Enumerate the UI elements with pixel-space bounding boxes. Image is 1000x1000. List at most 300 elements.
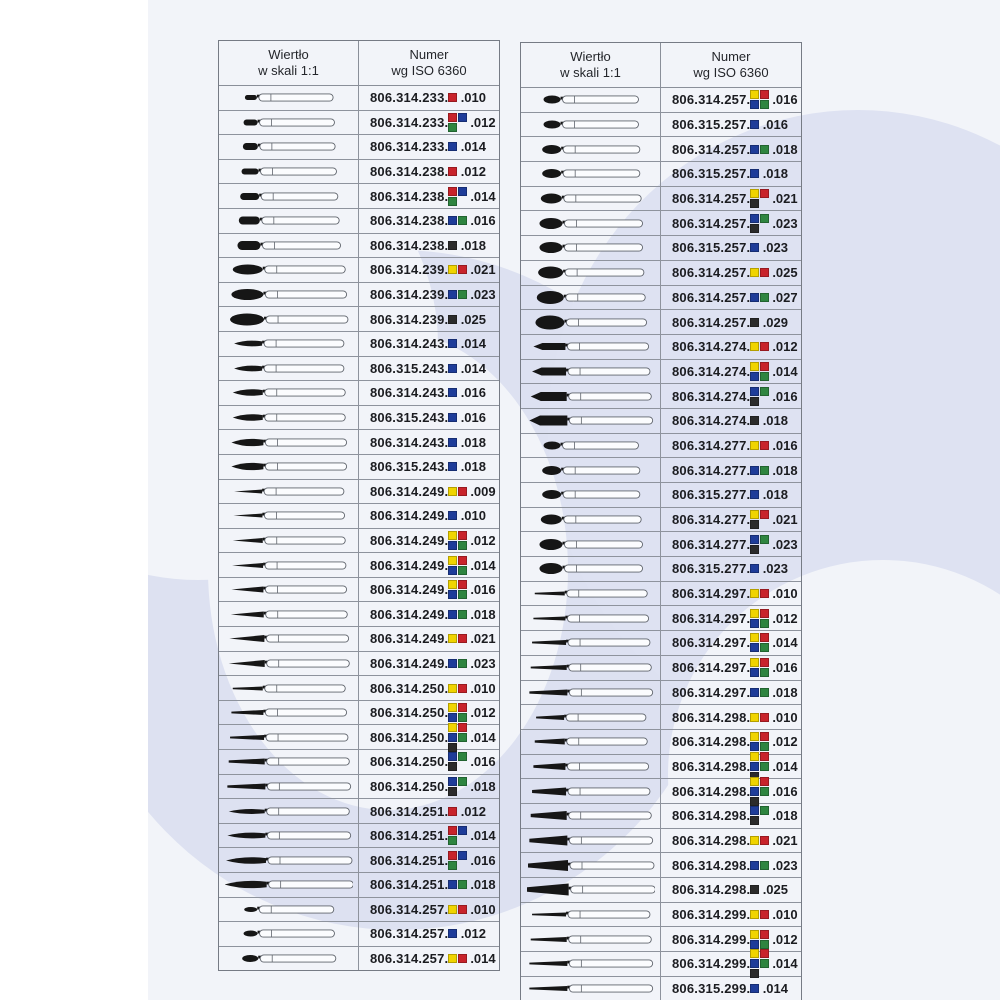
grit-square-row xyxy=(448,861,457,870)
iso-number: 806.314.257. xyxy=(672,289,751,305)
grit-square-red xyxy=(458,684,467,693)
iso-number-cell xyxy=(661,952,801,976)
iso-number: 806.314.250. xyxy=(370,680,449,696)
grit-square-row xyxy=(750,658,769,667)
bur-illustration xyxy=(219,111,359,135)
size-value: .016 xyxy=(762,117,788,133)
grit-color-squares xyxy=(448,684,467,693)
iso-number: 806.314.257. xyxy=(672,92,751,108)
grit-square-blue xyxy=(750,214,759,223)
grit-square-yellow xyxy=(448,580,457,589)
grit-color-squares xyxy=(750,910,769,919)
iso-number: 806.315.243. xyxy=(370,459,449,475)
grit-square-row xyxy=(750,362,769,371)
grit-square-green xyxy=(458,590,467,599)
size-value: .016 xyxy=(470,213,496,229)
iso-number-cell xyxy=(359,750,499,774)
grit-color-squares xyxy=(750,169,759,178)
grit-square-blue xyxy=(750,387,759,396)
grit-square-blue xyxy=(448,339,457,348)
grit-color-squares xyxy=(750,984,759,993)
grit-square-blue xyxy=(750,861,759,870)
grit-square-green xyxy=(760,619,769,628)
iso-number-cell xyxy=(359,332,499,356)
header-line: wg ISO 6360 xyxy=(391,63,467,78)
grit-color-squares xyxy=(750,633,769,652)
iso-number: 806.314.249. xyxy=(370,557,449,573)
grit-square-row xyxy=(448,836,457,845)
table-row xyxy=(219,184,499,209)
iso-number-cell xyxy=(661,211,801,235)
grit-square-yellow xyxy=(448,531,457,540)
bur-illustration xyxy=(521,878,661,902)
bur-illustration xyxy=(521,656,661,680)
grit-square-blue xyxy=(750,619,759,628)
grit-square-row xyxy=(750,268,769,277)
grit-square-row xyxy=(750,387,769,396)
grit-square-row xyxy=(750,372,769,381)
iso-number-cell xyxy=(359,898,499,922)
table-row xyxy=(219,553,499,578)
size-value: .021 xyxy=(772,512,798,528)
iso-number-cell xyxy=(661,236,801,260)
header-line: Wiertło xyxy=(570,48,611,64)
table-row xyxy=(219,381,499,406)
bur-illustration xyxy=(521,977,661,1000)
grit-color-squares xyxy=(448,290,467,299)
bur-illustration xyxy=(521,360,661,384)
bur-illustration xyxy=(521,952,661,976)
grit-square-row xyxy=(448,556,467,565)
table-row xyxy=(521,557,801,582)
iso-number: 806.314.238. xyxy=(370,237,449,253)
size-value: .018 xyxy=(762,487,788,503)
size-value: .016 xyxy=(772,92,798,108)
bur-illustration xyxy=(219,234,359,258)
iso-number-cell xyxy=(661,187,801,211)
grit-square-row xyxy=(448,634,467,643)
grit-square-yellow xyxy=(750,713,759,722)
grit-square-row xyxy=(750,762,769,771)
size-value: .012 xyxy=(772,734,798,750)
grit-color-squares xyxy=(750,949,769,978)
grit-color-squares xyxy=(448,634,467,643)
header-line: w skali 1:1 xyxy=(560,65,621,80)
grit-color-squares xyxy=(750,713,769,722)
iso-number-cell xyxy=(661,631,801,655)
grit-square-row xyxy=(750,490,759,499)
grit-square-row xyxy=(750,545,759,554)
size-value: .018 xyxy=(470,778,496,794)
grit-square-row xyxy=(750,777,769,786)
bur-illustration xyxy=(521,730,661,754)
grit-square-blue xyxy=(750,688,759,697)
iso-number-cell xyxy=(661,532,801,556)
grit-square-blue xyxy=(448,610,457,619)
table-row xyxy=(521,335,801,360)
iso-number-cell xyxy=(661,927,801,951)
bur-illustration xyxy=(219,775,359,799)
grit-square-red xyxy=(458,580,467,589)
iso-number-cell xyxy=(661,977,801,1000)
table-row xyxy=(521,705,801,730)
grit-color-squares xyxy=(448,438,457,447)
grit-square-blue xyxy=(448,511,457,520)
iso-number-cell xyxy=(661,384,801,408)
size-value: .023 xyxy=(470,655,496,671)
grit-square-row xyxy=(750,120,759,129)
grit-square-yellow xyxy=(750,777,759,786)
grit-color-squares xyxy=(750,589,769,598)
table-row xyxy=(521,434,801,459)
iso-number: 806.314.257. xyxy=(672,141,751,157)
grit-color-squares xyxy=(448,659,467,668)
grit-square-row xyxy=(448,566,467,575)
iso-number: 806.314.297. xyxy=(672,684,751,700)
bur-illustration xyxy=(219,406,359,430)
grit-square-black xyxy=(750,224,759,233)
bur-illustration xyxy=(219,824,359,848)
bur-table-right xyxy=(520,42,802,1000)
grit-square-row xyxy=(750,441,769,450)
grit-square-row xyxy=(750,145,769,154)
iso-number: 806.314.238. xyxy=(370,164,449,180)
bur-illustration xyxy=(219,553,359,577)
iso-number-cell xyxy=(359,160,499,184)
iso-number-cell xyxy=(661,335,801,359)
grit-color-squares xyxy=(448,315,457,324)
grit-square-red xyxy=(448,807,457,816)
table-row xyxy=(521,187,801,212)
grit-square-green xyxy=(458,733,467,742)
grit-square-row xyxy=(448,580,467,589)
size-value: .018 xyxy=(772,462,798,478)
iso-number-cell xyxy=(359,234,499,258)
grit-square-yellow xyxy=(448,556,457,565)
size-value: .029 xyxy=(762,314,788,330)
grit-color-squares xyxy=(750,836,769,845)
grit-color-squares xyxy=(448,826,467,845)
paper-background xyxy=(148,0,1000,1000)
grit-color-squares xyxy=(750,490,759,499)
bur-illustration xyxy=(219,86,359,110)
grit-square-row xyxy=(750,189,769,198)
grit-square-row xyxy=(448,733,467,742)
iso-number: 806.314.250. xyxy=(370,705,449,721)
table-row xyxy=(521,236,801,261)
grit-square-red xyxy=(760,90,769,99)
table-row xyxy=(219,602,499,627)
grit-square-blue xyxy=(448,929,457,938)
table-row xyxy=(521,681,801,706)
header-line: w skali 1:1 xyxy=(258,63,319,78)
bur-illustration xyxy=(219,160,359,184)
grit-square-row xyxy=(750,742,769,751)
iso-number-cell xyxy=(359,553,499,577)
grit-color-squares xyxy=(448,187,467,206)
grit-color-squares xyxy=(448,462,457,471)
iso-number-cell xyxy=(359,848,499,872)
grit-color-squares xyxy=(448,531,467,550)
grit-square-row xyxy=(448,723,467,732)
header-iso-column xyxy=(359,41,499,85)
table-row xyxy=(219,676,499,701)
grit-square-red xyxy=(458,487,467,496)
grit-square-row xyxy=(448,113,467,122)
table-row xyxy=(521,137,801,162)
grit-square-row xyxy=(448,762,457,771)
grit-color-squares xyxy=(448,752,467,771)
grit-square-yellow xyxy=(750,752,759,761)
grit-square-row xyxy=(750,90,769,99)
grit-square-blue xyxy=(750,806,759,815)
grit-color-squares xyxy=(448,807,457,816)
bur-illustration xyxy=(521,508,661,532)
grit-square-red xyxy=(458,634,467,643)
iso-number-cell xyxy=(359,283,499,307)
grit-square-red xyxy=(760,777,769,786)
table-row xyxy=(219,480,499,505)
iso-number: 806.314.257. xyxy=(370,951,449,967)
iso-number: 806.315.257. xyxy=(672,117,751,133)
grit-square-row xyxy=(448,684,467,693)
size-value: .021 xyxy=(470,631,496,647)
grit-color-squares xyxy=(750,416,759,425)
iso-number: 806.314.298. xyxy=(672,709,751,725)
grit-square-red xyxy=(448,826,457,835)
grit-square-red xyxy=(458,954,467,963)
iso-number-cell xyxy=(661,730,801,754)
grit-square-row xyxy=(448,880,467,889)
grit-color-squares xyxy=(448,487,467,496)
iso-number: 806.314.233. xyxy=(370,114,449,130)
grit-square-black xyxy=(750,885,759,894)
iso-number: 806.314.249. xyxy=(370,655,449,671)
size-value: .014 xyxy=(470,828,496,844)
iso-number: 806.314.257. xyxy=(672,265,751,281)
grit-square-row xyxy=(750,787,769,796)
table-row xyxy=(521,211,801,236)
table-row xyxy=(219,529,499,554)
iso-number-cell xyxy=(359,111,499,135)
bur-illustration xyxy=(219,725,359,749)
iso-number-cell xyxy=(359,406,499,430)
grit-color-squares xyxy=(750,441,769,450)
iso-number: 806.315.243. xyxy=(370,360,449,376)
grit-square-blue xyxy=(750,959,759,968)
grit-square-row xyxy=(750,342,769,351)
iso-number: 806.314.298. xyxy=(672,758,751,774)
bur-illustration xyxy=(219,873,359,897)
grit-color-squares xyxy=(448,93,457,102)
bur-illustration xyxy=(219,455,359,479)
grit-square-red xyxy=(760,658,769,667)
iso-number-cell xyxy=(661,656,801,680)
grit-square-blue xyxy=(458,851,467,860)
grit-square-row xyxy=(448,713,467,722)
grit-square-blue xyxy=(448,880,457,889)
grit-color-squares xyxy=(750,293,769,302)
table-row xyxy=(219,504,499,529)
iso-number-cell xyxy=(661,829,801,853)
iso-number: 806.314.249. xyxy=(370,631,449,647)
iso-number-cell xyxy=(661,755,801,779)
iso-number-cell xyxy=(661,88,801,112)
grit-square-row xyxy=(448,339,457,348)
grit-square-row xyxy=(750,643,769,652)
grit-square-blue xyxy=(750,293,759,302)
table-row xyxy=(219,873,499,898)
grit-square-row xyxy=(448,241,457,250)
grit-square-row xyxy=(750,214,769,223)
grit-square-blue xyxy=(750,762,759,771)
table-row xyxy=(219,283,499,308)
grit-square-row xyxy=(750,949,769,958)
size-value: .010 xyxy=(460,90,486,106)
grit-square-row xyxy=(448,541,467,550)
size-value: .025 xyxy=(762,882,788,898)
grit-square-green xyxy=(760,214,769,223)
grit-square-yellow xyxy=(750,589,759,598)
grit-square-row xyxy=(750,940,769,949)
size-value: .014 xyxy=(460,139,486,155)
grit-square-red xyxy=(760,836,769,845)
iso-number: 806.314.277. xyxy=(672,512,751,528)
grit-square-blue xyxy=(750,535,759,544)
grit-color-squares xyxy=(750,777,769,806)
iso-number: 806.314.298. xyxy=(672,734,751,750)
grit-square-yellow xyxy=(750,609,759,618)
iso-number: 806.314.249. xyxy=(370,532,449,548)
table-row xyxy=(219,701,499,726)
table-row xyxy=(219,947,499,971)
grit-color-squares xyxy=(448,167,457,176)
grit-square-row xyxy=(448,216,467,225)
grit-square-yellow xyxy=(448,723,457,732)
grit-square-blue xyxy=(448,713,457,722)
size-value: .014 xyxy=(772,635,798,651)
grit-color-squares xyxy=(750,189,769,208)
iso-number: 806.314.299. xyxy=(672,931,751,947)
grit-color-squares xyxy=(750,688,769,697)
grit-square-blue xyxy=(448,541,457,550)
table-row xyxy=(219,430,499,455)
iso-number: 806.314.274. xyxy=(672,413,751,429)
grit-color-squares xyxy=(448,929,457,938)
grit-square-black xyxy=(448,787,457,796)
grit-square-red xyxy=(760,732,769,741)
iso-number-cell xyxy=(359,430,499,454)
iso-number-cell xyxy=(661,162,801,186)
bur-illustration xyxy=(219,627,359,651)
grit-square-blue xyxy=(448,142,457,151)
grit-square-row xyxy=(750,397,759,406)
table-row xyxy=(219,725,499,750)
bur-illustration xyxy=(219,209,359,233)
grit-square-row xyxy=(750,688,769,697)
size-value: .010 xyxy=(470,901,496,917)
table-body xyxy=(521,88,801,1000)
table-row xyxy=(521,532,801,557)
iso-number: 806.314.249. xyxy=(370,582,449,598)
table-row xyxy=(521,804,801,829)
grit-square-row xyxy=(750,609,769,618)
grit-square-green xyxy=(760,643,769,652)
table-row xyxy=(219,898,499,923)
grit-square-yellow xyxy=(750,949,759,958)
size-value: .014 xyxy=(470,188,496,204)
grit-square-row xyxy=(750,836,769,845)
grit-square-yellow xyxy=(448,265,457,274)
bur-illustration xyxy=(219,602,359,626)
size-value: .021 xyxy=(772,832,798,848)
table-row xyxy=(219,848,499,873)
grit-square-red xyxy=(448,187,457,196)
bur-illustration xyxy=(521,88,661,112)
grit-square-row xyxy=(448,290,467,299)
iso-number-cell xyxy=(661,705,801,729)
table-header xyxy=(521,43,801,88)
iso-number-cell xyxy=(359,775,499,799)
grit-color-squares xyxy=(750,564,759,573)
grit-color-squares xyxy=(750,268,769,277)
bur-illustration xyxy=(521,211,661,235)
grit-square-red xyxy=(448,851,457,860)
grit-color-squares xyxy=(448,851,467,870)
size-value: .009 xyxy=(470,483,496,499)
iso-number-cell xyxy=(359,504,499,528)
bur-illustration xyxy=(521,483,661,507)
size-value: .012 xyxy=(460,164,486,180)
table-row xyxy=(219,750,499,775)
size-value: .021 xyxy=(470,262,496,278)
grit-square-row xyxy=(448,752,467,761)
table-header xyxy=(219,41,499,86)
iso-number-cell xyxy=(359,947,499,971)
iso-number: 806.314.299. xyxy=(672,907,751,923)
grit-square-yellow xyxy=(750,90,759,99)
iso-number-cell xyxy=(359,799,499,823)
size-value: .016 xyxy=(460,410,486,426)
iso-number-cell xyxy=(359,701,499,725)
grit-square-row xyxy=(750,713,769,722)
grit-square-row xyxy=(448,438,457,447)
grit-square-blue xyxy=(750,668,759,677)
table-row xyxy=(521,631,801,656)
grit-square-black xyxy=(750,318,759,327)
iso-number-cell xyxy=(661,606,801,630)
bur-illustration xyxy=(521,187,661,211)
grit-square-green xyxy=(448,197,457,206)
grit-square-row xyxy=(750,199,759,208)
size-value: .016 xyxy=(470,582,496,598)
grit-color-squares xyxy=(750,318,759,327)
size-value: .018 xyxy=(460,237,486,253)
bur-illustration xyxy=(219,652,359,676)
size-value: .014 xyxy=(470,951,496,967)
grit-color-squares xyxy=(750,861,769,870)
bur-illustration xyxy=(521,434,661,458)
grit-square-green xyxy=(760,535,769,544)
grit-color-squares xyxy=(750,535,769,554)
iso-number-cell xyxy=(661,360,801,384)
grit-square-blue xyxy=(750,984,759,993)
grit-square-blue xyxy=(750,742,759,751)
grit-square-row xyxy=(448,388,457,397)
table-row xyxy=(521,952,801,977)
iso-number: 806.314.243. xyxy=(370,385,449,401)
table-body xyxy=(219,86,499,970)
